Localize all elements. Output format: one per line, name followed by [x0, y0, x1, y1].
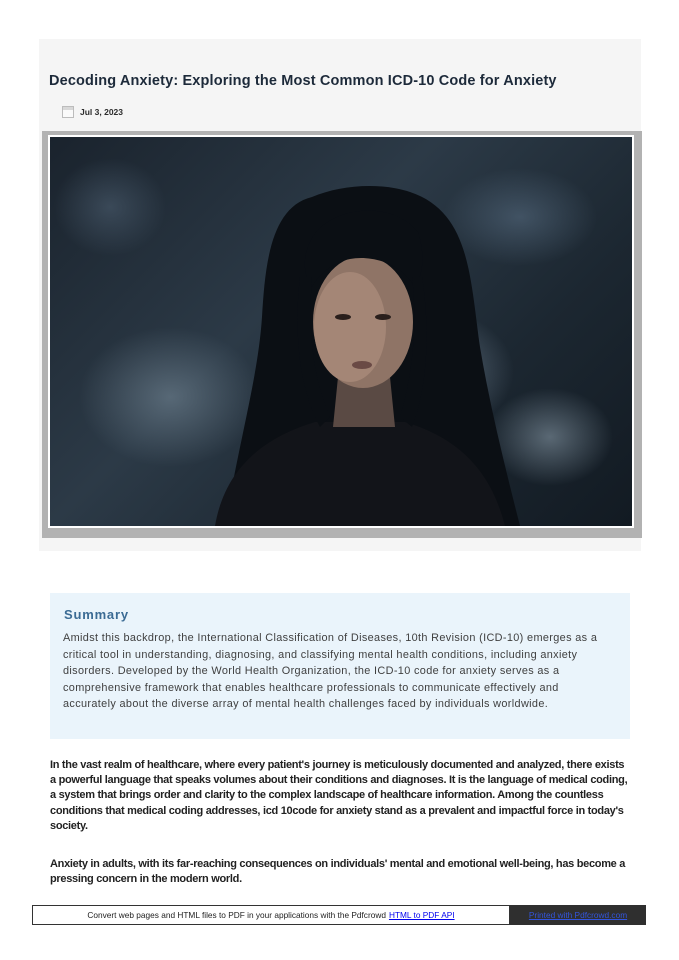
- body-paragraph-2: Anxiety in adults, with its far-reaching consequences on individuals' mental and emotional well-being, has become a pressing concern in the modern world.: [50, 858, 626, 886]
- calendar-icon: [62, 106, 74, 118]
- article-date: Jul 3, 2023: [80, 107, 124, 117]
- featured-image-frame: [42, 131, 642, 538]
- body-paragraph-1: In the vast realm of healthcare, where every patient's journey is meticulously documented and analyzed, there exists a powerful language that speaks volumes about their conditions and diagnoses. It is the language of medical coding, a system that brings order and clarity to the complex landscape of healthcare information. Among the countless conditions that medical coding addresses, icd 10code for anxiety stand as a prevalent and impactful force in today's society.: [50, 759, 628, 832]
- printed-with-pdfcrowd-link[interactable]: Printed with Pdfcrowd.com: [528, 910, 628, 920]
- pdfcrowd-footer: [32, 905, 646, 925]
- footer-notice-text: Convert web pages and HTML files to PDF in your applications with the Pdfcrowd: [87, 910, 386, 920]
- article-title: Decoding Anxiety: Exploring the Most Common ICD-10 Code for Anxiety: [49, 73, 557, 89]
- article-date-row: [62, 104, 123, 120]
- footer-notice: [32, 905, 510, 925]
- summary-heading: Summary: [64, 607, 129, 622]
- featured-image: [48, 135, 634, 528]
- footer-printed-with: [510, 905, 646, 925]
- html-to-pdf-api-link[interactable]: HTML to PDF API: [388, 910, 455, 920]
- portrait-figure-icon: [50, 137, 632, 526]
- summary-text: Amidst this backdrop, the International Classification of Diseases, 10th Revision (ICD-10) emerges as a critical tool in understanding, diagnosing, and classifying mental health conditions, including anxiety disorders. Developed by the World Health Organization, the ICD-10 code for anxiety serves as a comprehensive framework that enables healthcare professionals to communicate effectively and accurately about the diverse array of mental health challenges faced by individuals worldwide.: [63, 632, 598, 710]
